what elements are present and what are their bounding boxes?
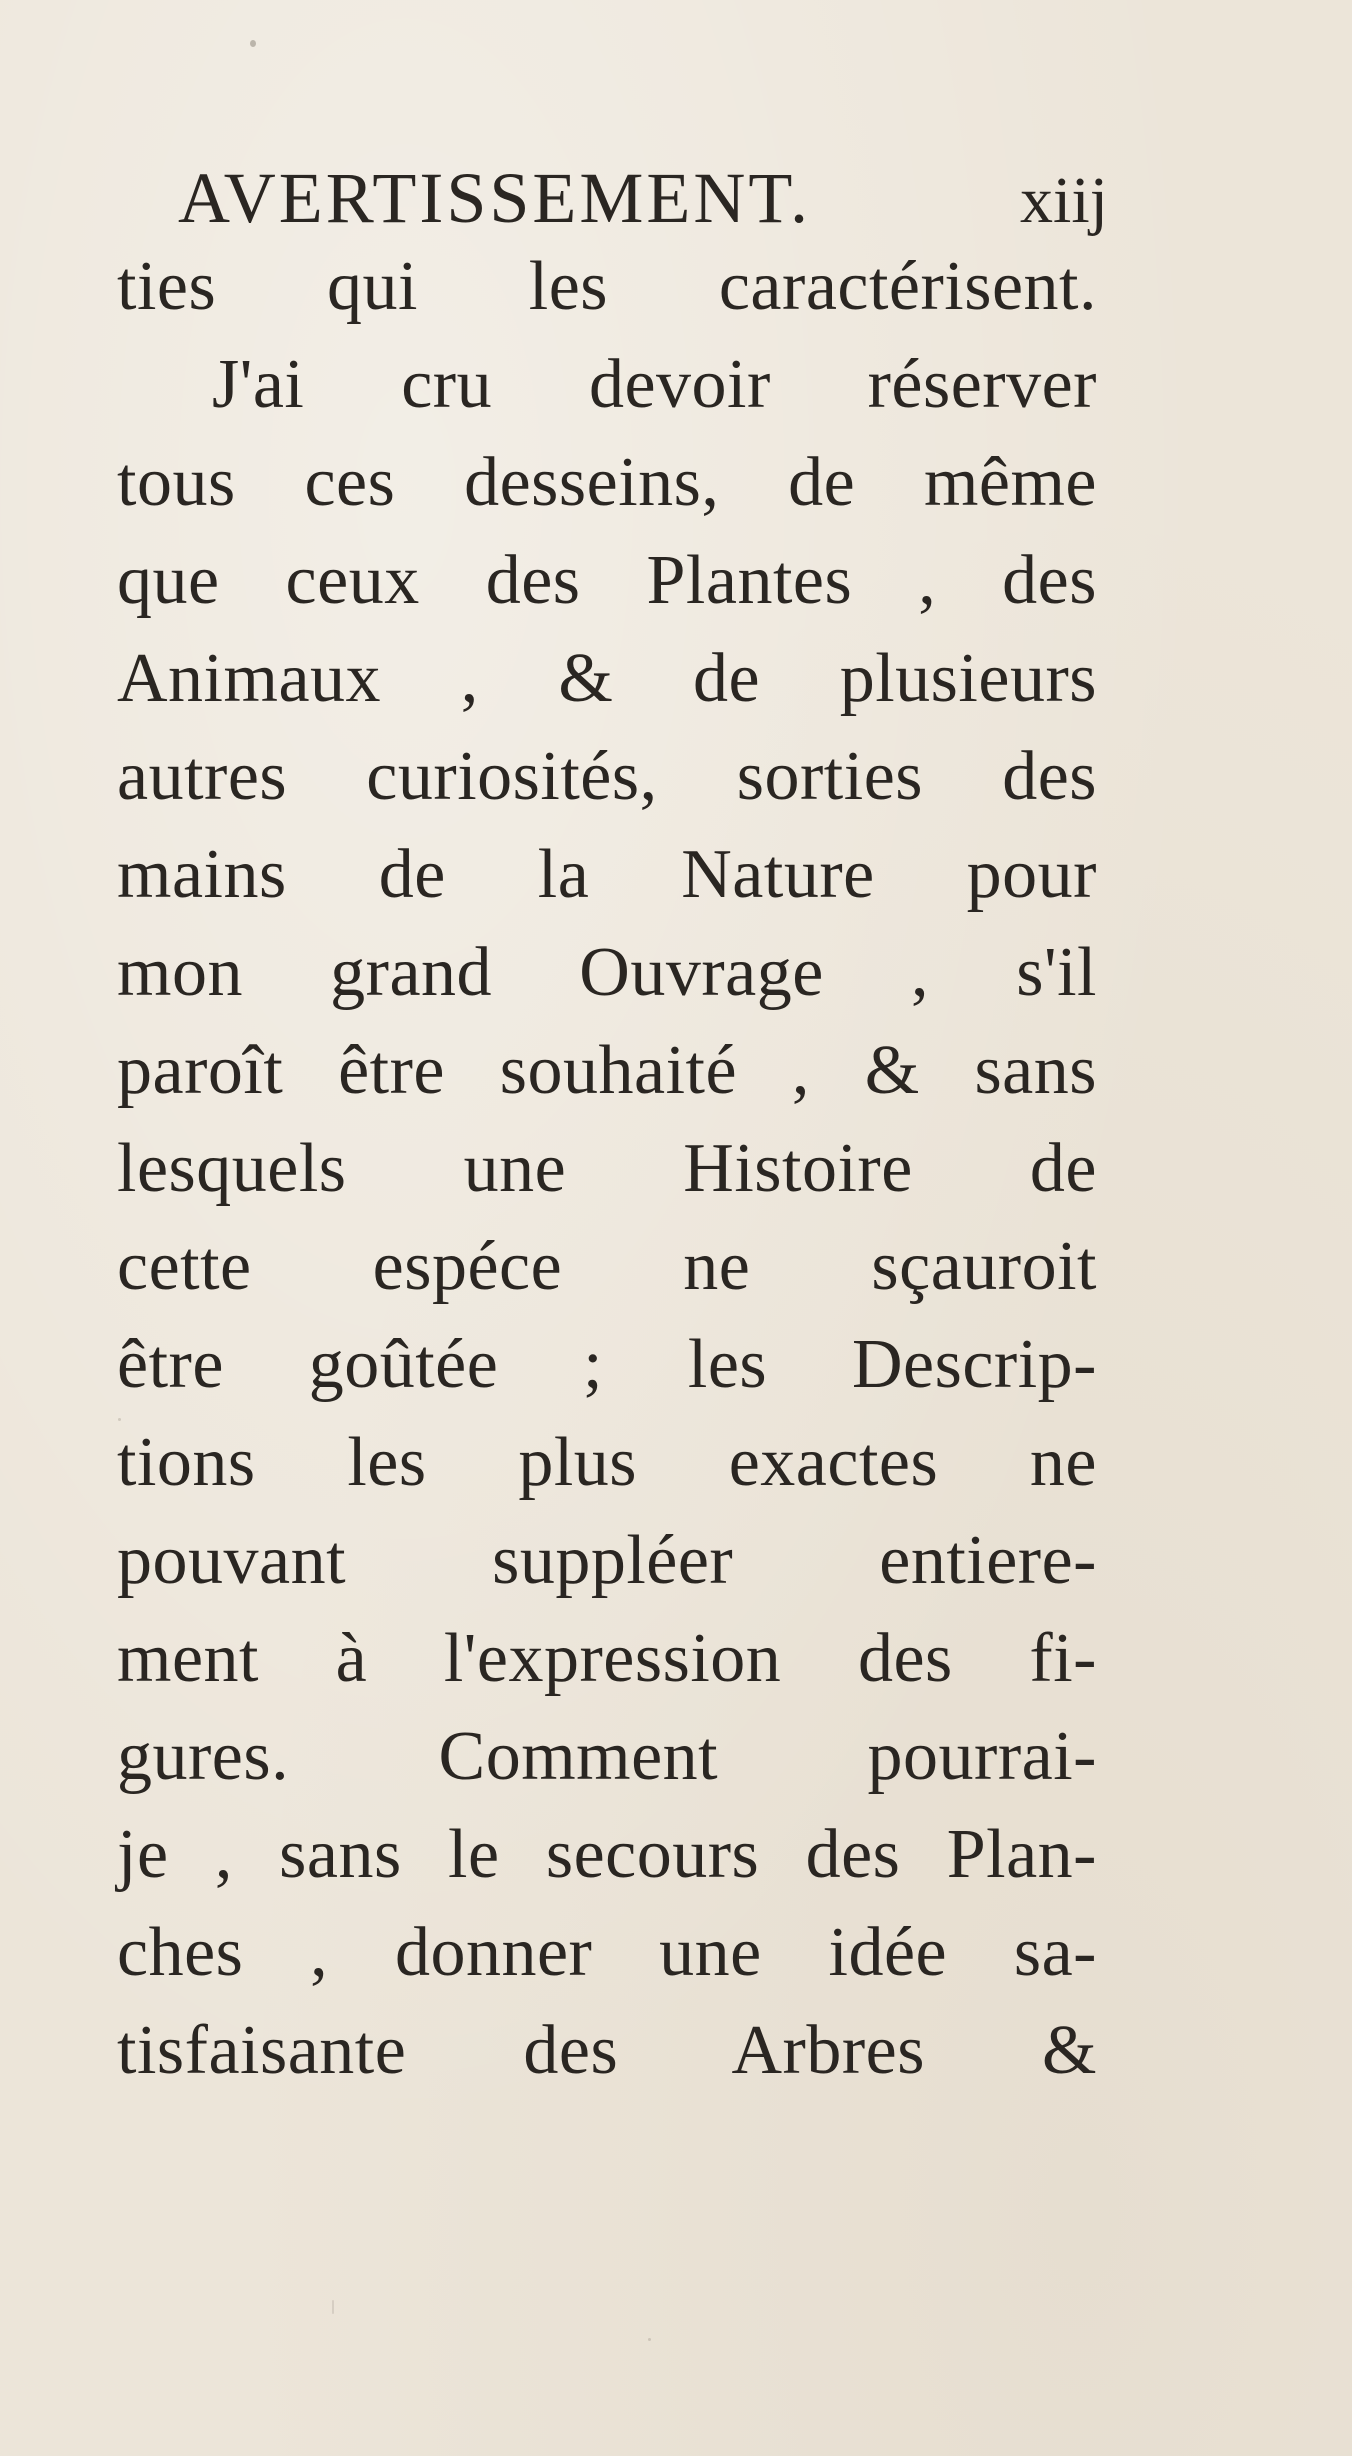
text-line: mains de la Nature pour bbox=[117, 836, 1097, 913]
text-line: être goûtée ; les Descrip- bbox=[117, 1326, 1097, 1403]
text-line: pouvant suppléer entiere- bbox=[117, 1522, 1097, 1599]
page-header bbox=[178, 148, 1108, 248]
text-line: ment à l'expression des fi- bbox=[117, 1620, 1097, 1697]
text-line: lesquels une Histoire de bbox=[117, 1130, 1097, 1207]
text-line: tous ces desseins, de même bbox=[117, 444, 1097, 521]
text-line: que ceux des Plantes , des bbox=[117, 542, 1097, 619]
text-line: ches , donner une idée sa- bbox=[117, 1914, 1097, 1991]
paper-speck bbox=[648, 2338, 651, 2341]
text-line: cette espéce ne sçauroit bbox=[117, 1228, 1097, 1305]
text-line: mon grand Ouvrage , s'il bbox=[117, 934, 1097, 1011]
text-line: tisfaisante des Arbres & bbox=[117, 2012, 1097, 2089]
text-line: je , sans le secours des Plan- bbox=[117, 1816, 1097, 1893]
text-line: J'ai cru devoir réserver bbox=[212, 346, 1097, 423]
page-number: xiij bbox=[1019, 164, 1108, 237]
text-line: tions les plus exactes ne bbox=[117, 1424, 1097, 1501]
text-line: Animaux , & de plusieurs bbox=[117, 640, 1097, 717]
ink-speck bbox=[250, 40, 256, 47]
text-line: ties qui les caractérisent. bbox=[117, 248, 1097, 325]
running-head: AVERTISSEMENT. bbox=[178, 158, 812, 238]
paper-mark bbox=[332, 2300, 334, 2314]
body-text bbox=[117, 238, 1097, 2100]
text-line: autres curiosités, sorties des bbox=[117, 738, 1097, 815]
text-line: paroît être souhaité , & sans bbox=[117, 1032, 1097, 1109]
text-line: gures. Comment pourrai- bbox=[117, 1718, 1097, 1795]
